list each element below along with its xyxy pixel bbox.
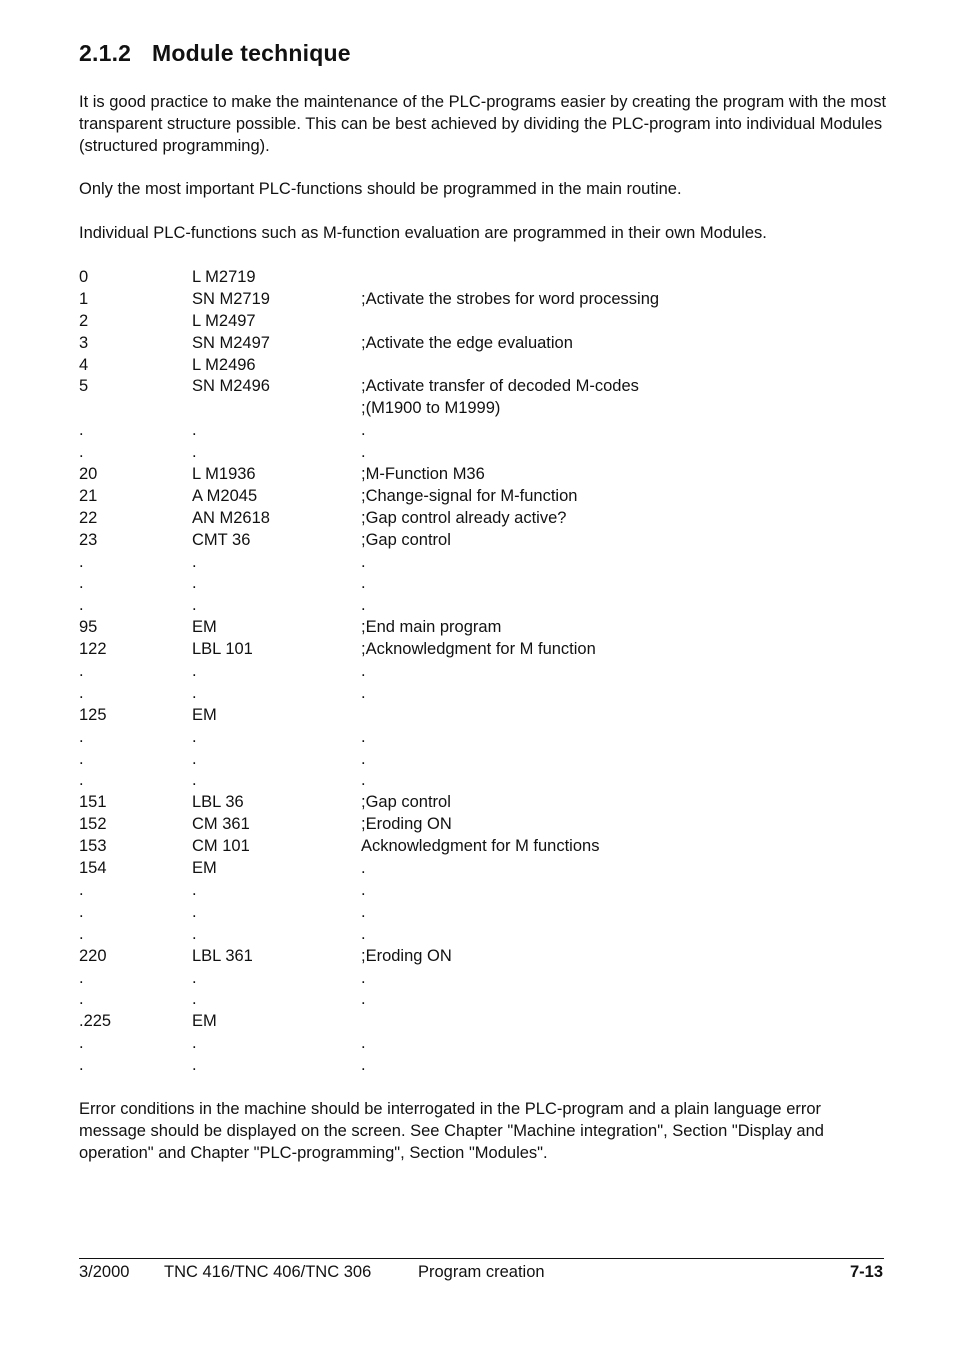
code-line-number: . [79,552,84,571]
code-line [79,333,879,355]
code-instruction: SN M2719 [192,289,270,308]
code-comment: Acknowledgment for M functions [361,837,600,856]
code-line-number: 22 [79,508,98,527]
section-title: Module technique [152,40,351,66]
code-line [79,639,879,661]
code-line [79,573,879,595]
code-line-number: 0 [79,268,89,286]
code-line [79,486,879,508]
code-line [79,530,879,552]
code-line [79,880,879,902]
code-comment: . [361,683,366,702]
code-instruction: . [192,880,197,899]
code-line-number: . [79,924,84,943]
code-comment: . [361,771,366,790]
code-line [79,705,879,727]
code-line [79,924,879,946]
code-line-number: 23 [79,530,98,549]
code-comment: . [361,1056,366,1075]
code-line [79,946,879,968]
code-line [79,1055,879,1077]
code-line-number: .225 [79,1012,112,1031]
code-line-number: . [79,662,84,681]
code-line [79,442,879,464]
code-comment: . [361,990,366,1009]
code-comment: ;Acknowledgment for M function [361,640,596,659]
code-comment: . [361,727,366,746]
code-line-number: 5 [79,377,89,396]
code-line [79,661,879,683]
code-instruction: . [192,552,197,571]
code-line [79,792,879,814]
code-comment: . [361,1034,366,1053]
code-instruction: L M1936 [192,465,256,484]
code-line-number: 152 [79,815,107,834]
code-line-number: . [79,902,84,921]
code-line-number: 2 [79,311,89,330]
code-comment: . [361,859,366,878]
code-line-number: 21 [79,486,98,505]
code-instruction: . [192,902,197,921]
code-line-number: . [79,1034,84,1053]
code-comment: ;Activate transfer of decoded M-codes [361,377,639,396]
code-line-number: . [79,880,84,899]
code-line [79,508,879,530]
code-comment: ;Eroding ON [361,946,452,965]
code-comment: ;(M1900 to M1999) [361,399,501,418]
code-comment: . [361,574,366,593]
footer-model: TNC 416/TNC 406/TNC 306 [164,1263,372,1281]
code-comment: . [361,968,366,987]
code-line [79,398,879,420]
code-comment: . [361,880,366,899]
code-line-number: 3 [79,333,89,352]
code-line [79,858,879,880]
code-line [79,749,879,771]
code-line [79,267,879,289]
code-instruction: . [192,968,197,987]
code-instruction: EM [192,618,217,637]
code-line-number: 1 [79,289,89,308]
modules-paragraph: Individual PLC-functions such as M-function evaluation are programmed in their own Modules. [79,224,767,242]
footer-section: Program creation [418,1263,545,1281]
code-instruction: . [192,1056,197,1075]
code-instruction: LBL 361 [192,946,253,965]
main-routine-paragraph: Only the most important PLC-functions should be programmed in the main routine. [79,180,682,198]
plc-code-listing [79,267,879,1077]
code-line-number: 154 [79,859,107,878]
code-instruction: EM [192,1012,217,1031]
code-comment: ;Activate the edge evaluation [361,333,573,352]
code-line [79,989,879,1011]
code-line-number: . [79,968,84,987]
code-line [79,902,879,924]
code-instruction: CM 361 [192,815,250,834]
code-instruction: CMT 36 [192,530,251,549]
code-line-number: . [79,683,84,702]
code-line [79,1033,879,1055]
code-instruction: . [192,727,197,746]
code-line [79,552,879,574]
code-instruction: L M2496 [192,355,256,374]
code-line [79,376,879,398]
code-comment: . [361,596,366,615]
code-line [79,1011,879,1033]
footer-date: 3/2000 [79,1263,130,1281]
code-comment: ;Change-signal for M-function [361,486,578,505]
code-line [79,814,879,836]
code-line-number: 4 [79,355,89,374]
code-line-number: . [79,443,84,462]
code-instruction: . [192,596,197,615]
code-instruction: . [192,1034,197,1053]
section-heading [79,40,351,67]
code-line-number: 95 [79,618,98,637]
code-line-number: . [79,421,84,440]
code-comment: ;M-Function M36 [361,465,485,484]
footer-divider [79,1258,884,1259]
code-comment: . [361,749,366,768]
code-line [79,836,879,858]
code-line [79,770,879,792]
code-instruction: . [192,662,197,681]
code-instruction: EM [192,859,217,878]
code-line-number: 125 [79,705,107,724]
code-instruction: . [192,421,197,440]
code-line-number: . [79,749,84,768]
code-instruction: . [192,924,197,943]
code-line-number: . [79,574,84,593]
code-instruction: L M2497 [192,311,256,330]
code-line-number: . [79,727,84,746]
code-line-number: 153 [79,837,107,856]
footer-page-number: 7-13 [849,1263,883,1281]
code-line [79,727,879,749]
code-instruction: SN M2496 [192,377,270,396]
code-line-number: 122 [79,640,107,659]
code-comment: ;Eroding ON [361,815,452,834]
code-instruction: . [192,683,197,702]
code-instruction: CM 101 [192,837,250,856]
code-comment: ;End main program [361,618,502,637]
code-instruction: . [192,443,197,462]
code-comment: . [361,662,366,681]
closing-paragraph: Error conditions in the machine should be interrogated in the PLC-program and a plain language error message should be displayed on the screen. See Chapter "Machine integration", Section "Display and operation" and Chapter "PLC-programming", Section "Modules". [79,1100,824,1162]
code-comment: ;Gap control already active? [361,508,567,527]
code-comment: . [361,443,366,462]
code-comment: ;Activate the strobes for word processing [361,289,660,308]
code-comment: ;Gap control [361,530,451,549]
code-instruction: EM [192,705,217,724]
code-comment: . [361,552,366,571]
code-line [79,617,879,639]
code-line [79,289,879,311]
code-line [79,355,879,377]
code-line [79,311,879,333]
code-line-number: . [79,1056,84,1075]
code-instruction: SN M2497 [192,333,270,352]
code-line [79,420,879,442]
code-instruction: . [192,771,197,790]
code-instruction: L M2719 [192,268,256,286]
section-number: 2.1.2 [79,40,132,66]
code-line [79,968,879,990]
code-line-number: . [79,771,84,790]
code-instruction: LBL 36 [192,793,244,812]
code-instruction: A M2045 [192,486,258,505]
code-comment: . [361,902,366,921]
code-line [79,595,879,617]
code-line-number: 220 [79,946,107,965]
code-line-number: 20 [79,465,98,484]
code-line [79,464,879,486]
code-instruction: . [192,749,197,768]
code-line [79,683,879,705]
code-comment: ;Gap control [361,793,451,812]
code-comment: . [361,421,366,440]
code-line-number: . [79,596,84,615]
code-instruction: LBL 101 [192,640,253,659]
code-instruction: . [192,574,197,593]
code-line-number: 151 [79,793,107,812]
code-instruction: AN M2618 [192,508,270,527]
intro-paragraph: It is good practice to make the maintenance of the PLC-programs easier by creating the program with the most transparent structure possible. This can be best achieved by dividing the PLC-program into individual Modules (structured programming). [79,93,887,155]
code-instruction: . [192,990,197,1009]
code-line-number: . [79,990,84,1009]
code-comment: . [361,924,366,943]
